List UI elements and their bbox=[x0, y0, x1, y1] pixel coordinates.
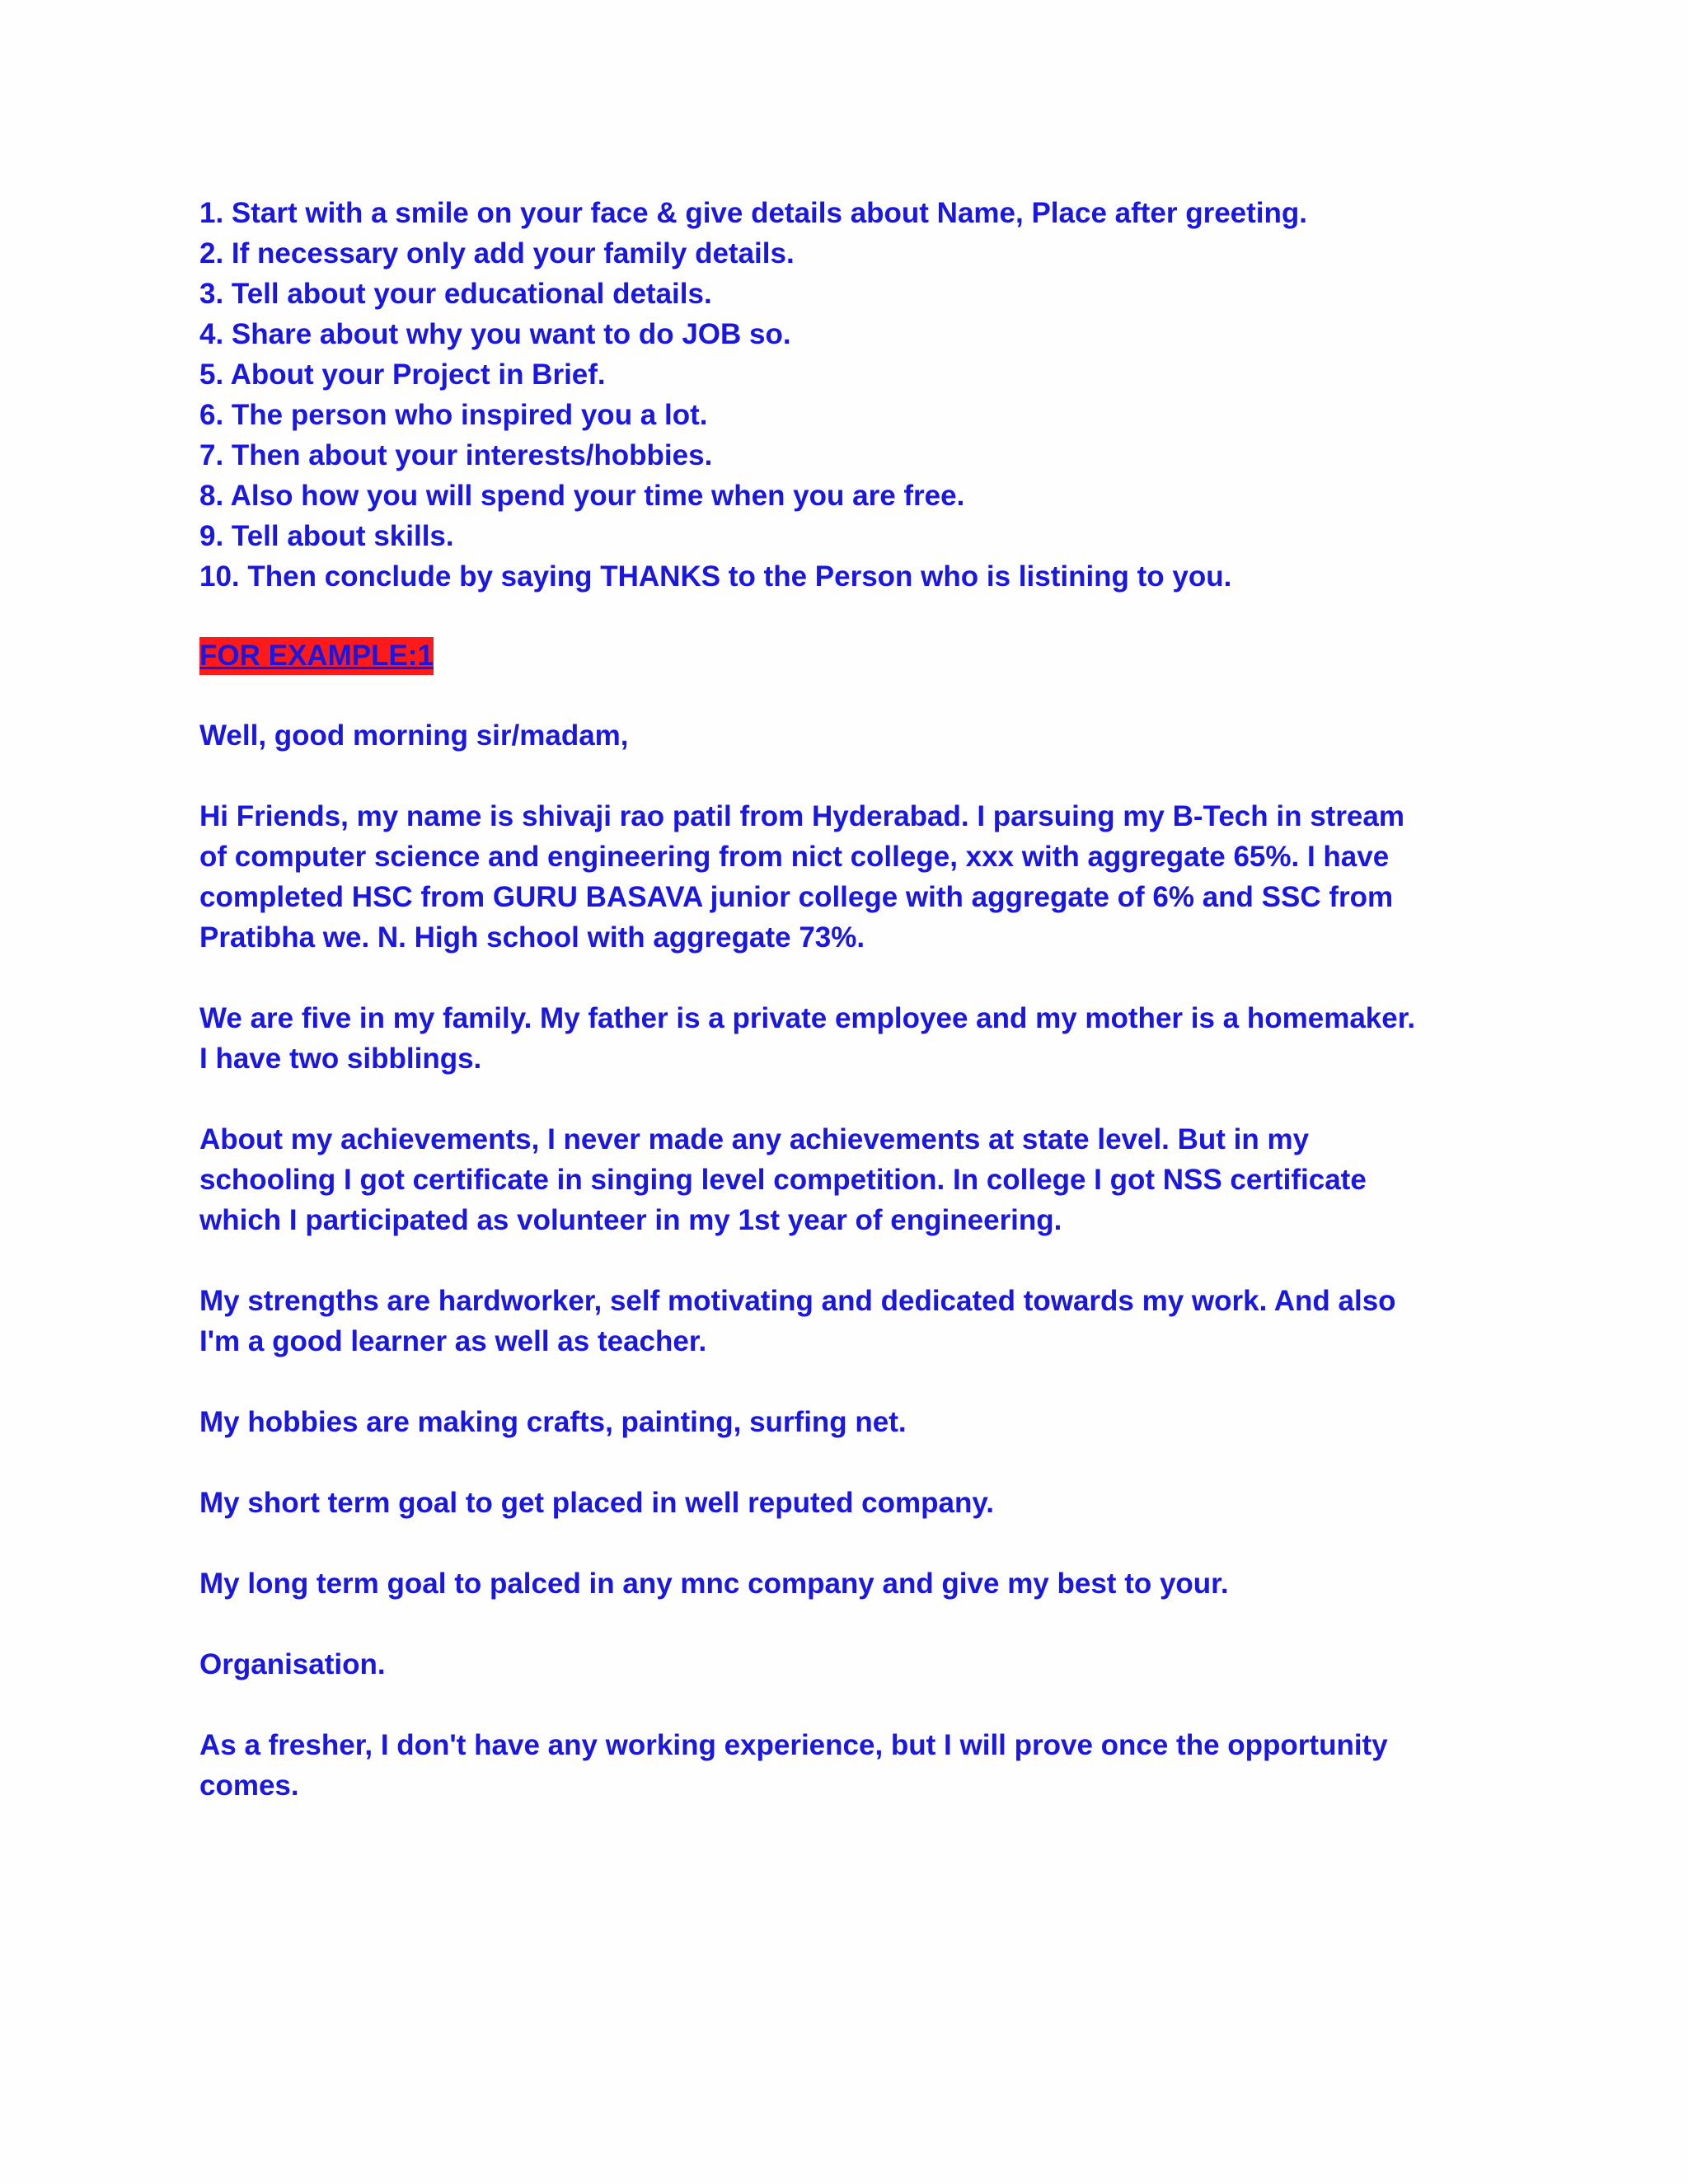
guideline-item: 4. Share about why you want to do JOB so. bbox=[199, 318, 791, 350]
strengths-paragraph bbox=[199, 1281, 1502, 1361]
family-line: I have two sibblings. bbox=[199, 1043, 482, 1075]
guideline-item: 8. Also how you will spend your time when you are free. bbox=[199, 480, 965, 512]
intro-line: Hi Friends, my name is shivaji rao patil from Hyderabad. I parsuing my B-Tech in stream bbox=[199, 800, 1404, 832]
achievements-line: which I participated as volunteer in my 1st year of engineering. bbox=[199, 1204, 1062, 1236]
intro-line: completed HSC from GURU BASAVA junior college with aggregate of 6% and SSC from bbox=[199, 881, 1394, 913]
intro-line: of computer science and engineering from nict college, xxx with aggregate 65%. I have bbox=[199, 841, 1390, 873]
document-body bbox=[199, 193, 1502, 1806]
organisation-line: Organisation. bbox=[199, 1648, 386, 1680]
guideline-item: 2. If necessary only add your family details. bbox=[199, 237, 795, 269]
long-term-goal-line: My long term goal to palced in any mnc company and give my best to your. bbox=[199, 1568, 1229, 1600]
guideline-item: 9. Tell about skills. bbox=[199, 520, 454, 552]
long-term-goal-paragraph bbox=[199, 1563, 1502, 1604]
guideline-item: 5. About your Project in Brief. bbox=[199, 359, 606, 391]
guideline-list bbox=[199, 193, 1502, 597]
hobbies-paragraph bbox=[199, 1402, 1502, 1442]
short-term-goal-line: My short term goal to get placed in well reputed company. bbox=[199, 1487, 994, 1519]
guideline-item: 1. Start with a smile on your face & give details about Name, Place after greeting. bbox=[199, 197, 1308, 229]
intro-line: Pratibha we. N. High school with aggregate 73%. bbox=[199, 921, 865, 954]
family-line: We are five in my family. My father is a private employee and my mother is a homemaker. bbox=[199, 1002, 1416, 1034]
guideline-item: 3. Tell about your educational details. bbox=[199, 278, 712, 310]
guideline-item: 10. Then conclude by saying THANKS to the Person who is listining to you. bbox=[199, 560, 1232, 593]
achievements-paragraph bbox=[199, 1119, 1502, 1240]
short-term-goal-paragraph bbox=[199, 1483, 1502, 1523]
example-heading: FOR EXAMPLE:1 bbox=[199, 637, 434, 675]
fresher-line: As a fresher, I don't have any working experience, but I will prove once the opportunity bbox=[199, 1729, 1388, 1761]
fresher-paragraph bbox=[199, 1725, 1502, 1806]
strengths-line: My strengths are hardworker, self motivating and dedicated towards my work. And also bbox=[199, 1285, 1396, 1317]
family-paragraph bbox=[199, 998, 1502, 1079]
greeting-line: Well, good morning sir/madam, bbox=[199, 719, 629, 752]
intro-paragraph bbox=[199, 796, 1502, 958]
achievements-line: About my achievements, I never made any achievements at state level. But in my bbox=[199, 1123, 1310, 1155]
achievements-line: schooling I got certificate in singing level competition. In college I got NSS certificate bbox=[199, 1164, 1367, 1196]
hobbies-line: My hobbies are making crafts, painting, surfing net. bbox=[199, 1406, 907, 1438]
guideline-item: 7. Then about your interests/hobbies. bbox=[199, 439, 713, 471]
organisation-paragraph bbox=[199, 1644, 1502, 1685]
guideline-item: 6. The person who inspired you a lot. bbox=[199, 399, 708, 431]
strengths-line: I'm a good learner as well as teacher. bbox=[199, 1325, 707, 1357]
fresher-line: comes. bbox=[199, 1769, 299, 1802]
greeting-paragraph bbox=[199, 715, 1502, 756]
